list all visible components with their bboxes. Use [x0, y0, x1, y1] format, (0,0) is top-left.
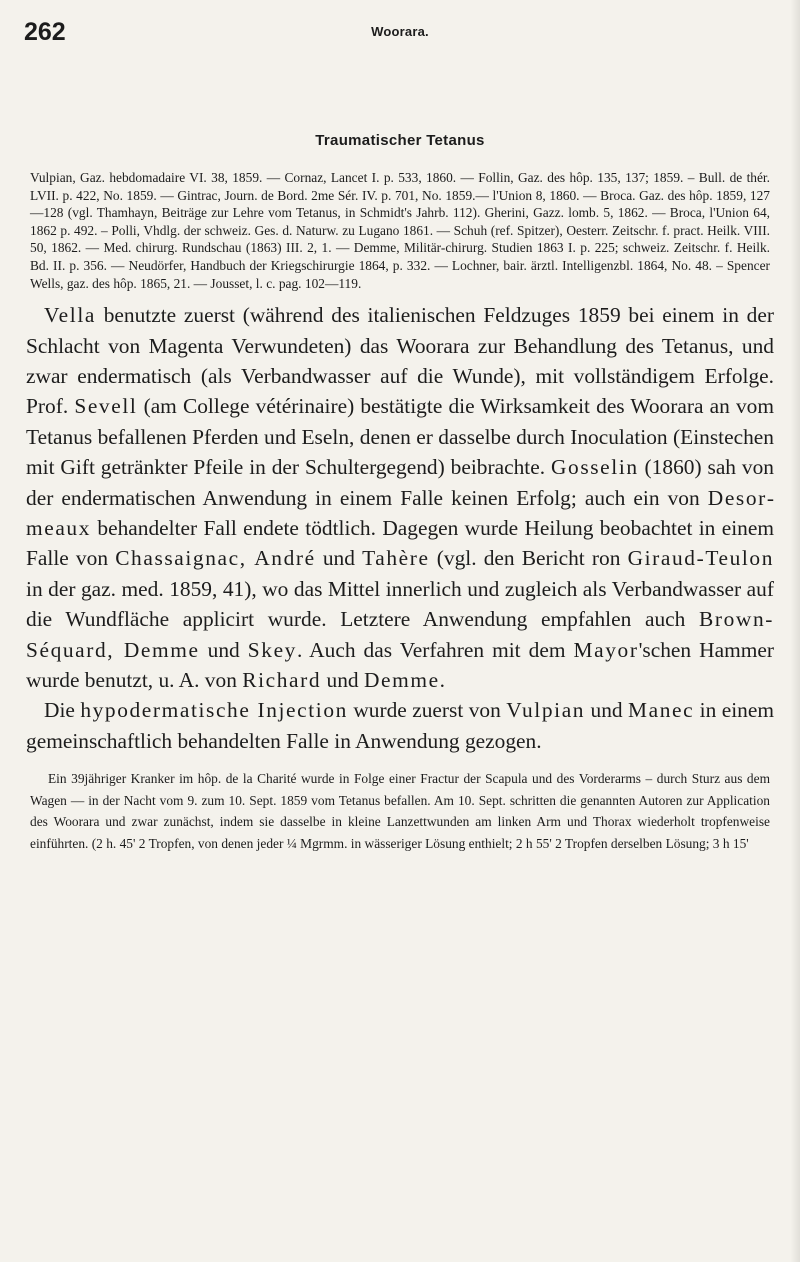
paragraph-text: in einem gemeinschaftlich behandelten Falle in Anwendung gezogen.	[26, 698, 775, 753]
paragraph-text: (1860) sah von der endermatischen Anwendung in einem Falle keinen Erfolg; auch ein von	[26, 455, 774, 510]
author-name: Chassaignac, André	[115, 546, 316, 571]
author-name: Mayor	[573, 637, 639, 662]
paragraph-text: (am College vétérinaire) bestätigte die Wirksamkeit des Woorara an vom Tetanus befallenen Pferden und Eseln, denen er dasselbe durch Inoculation (Einstechen mit Gift getränkter Pfeile in der Schultergegend) beibrachte.	[26, 394, 774, 480]
paragraph-text: und	[321, 668, 364, 693]
case-report: Ein 39jähriger Kranker im hôp. de la Charité wurde in Folge einer Fractur der Scapula und des Vorderarms – durch Sturz aus dem Wagen — in der Nacht vom 9. zum 10. Sept. 1859 vom Tetanus befallen. Am 10. Sept. schritten die genannten Autoren zur Application des Woorara und zwar zunächst, indem sie dasselbe in kleine Lanzettwunden am linken Arm und Thorax wiederholt tropfenweise einführten. (2 h. 45' 2 Tropfen, von denen jeder ¼ Mgrmm. in wässeriger Lösung enthielt; 2 h 55' 2 Tropfen derselben Lösung; 3 h 15'	[30, 771, 770, 852]
paragraph-text: und	[585, 698, 629, 723]
paragraph-text: 'schen Hammer wurde benutzt, u. A. von	[26, 637, 774, 693]
author-name: Vulpian	[506, 698, 586, 723]
running-title: Woorara.	[371, 24, 429, 39]
author-name: Manec	[628, 698, 695, 723]
running-head	[24, 0, 776, 60]
paragraph-vella	[26, 300, 774, 695]
main-text	[26, 300, 774, 756]
paragraph-text: benutzte zuerst (während des italienischen Feldzuges 1859 bei einem in der Schlacht von Magenta Verwundeten) das Woorara zur Behandlung des Tetanus, und zwar endermatisch (als Verbandwasser auf die Wunde), mit vollständigem Erfolge. Prof.	[26, 303, 774, 419]
author-name: Demme	[363, 668, 440, 693]
paragraph-text: und	[315, 546, 363, 571]
page-edge-shadow	[790, 0, 800, 1262]
paragraph-text: in der gaz. med. 1859, 41), wo das Mittel innerlich und zugleich als Verbandwasser auf die Wundfläche applicirt wurde. Letztere Anwendung empfahlen auch	[26, 576, 774, 632]
author-name: Brown-Séquard, Demme	[26, 607, 774, 662]
book-page	[24, 0, 776, 1262]
author-name: Skey	[247, 637, 297, 662]
author-name: Desormeaux	[26, 485, 774, 540]
paragraph-text: und	[199, 637, 248, 662]
section-title: Traumatischer Tetanus	[315, 132, 485, 149]
paragraph-text: (vgl. den Bericht ron	[429, 546, 628, 571]
page-number: 262	[24, 18, 66, 46]
paragraph-text: . Auch das Verfahren mit dem	[296, 637, 574, 662]
author-name: Tahère	[362, 546, 430, 571]
paragraph-text: .	[439, 668, 446, 693]
paragraph-text: Die	[44, 698, 81, 723]
references-block: Vulpian, Gaz. hebdomadaire VI. 38, 1859. — Cornaz, Lancet I. p. 533, 1860. — Follin, Gaz. des hôp. 135, 137; 1859. – Bull. de thér. LVII. p. 422, No. 1859. — Gintrac, Journ. de Bord. 2me Sér. IV. p. 701, No. 1859.— l'Union 8, 1860. — Broca. Gaz. des hôp. 1859, 127—128 (vgl. Thamhayn, Beiträge zur Lehre vom Tetanus, in Schmidt's Jahrb. 112). Gherini, Gazz. lomb. 5, 1862. — Broca, l'Union 64, 1862 p. 492. – Polli, Vhdlg. der schweiz. Ges. d. Naturw. zu Lugano 1861. — Schuh (ref. Spitzer), Oesterr. Zeitschr. f. pract. Heilk. VIII. 50, 1862. — Med. chirurg. Rundschau (1863) III. 2, 1. — Demme, Militär-chirurg. Studien 1863 I. p. 225; schweiz. Zeitschr. f. Heilk. Bd. II. p. 356. — Neudörfer, Handbuch der Kriegschirurgie 1864, p. 332. — Lochner, bair. ärztl. Intelligenzbl. 1864, No. 48. – Spencer Wells, gaz. des hôp. 1865, 21. — Jousset, l. c. pag. 102—119.	[30, 170, 770, 291]
author-name: Sevell	[74, 394, 138, 419]
emphasized-term: hypodermatische Injection	[80, 698, 348, 723]
paragraph-text: wurde zuerst von	[347, 698, 507, 723]
paragraph-hypodermatic	[26, 695, 774, 756]
paragraph-text: behandelter Fall endete tödtlich. Dagegen wurde Heilung beobachtet in einem Falle von	[26, 516, 774, 571]
author-name: Richard	[242, 668, 322, 693]
author-name: Giraud-Teulon	[627, 546, 775, 571]
author-name: Vella	[44, 303, 96, 328]
author-name: Gosselin	[550, 455, 639, 480]
